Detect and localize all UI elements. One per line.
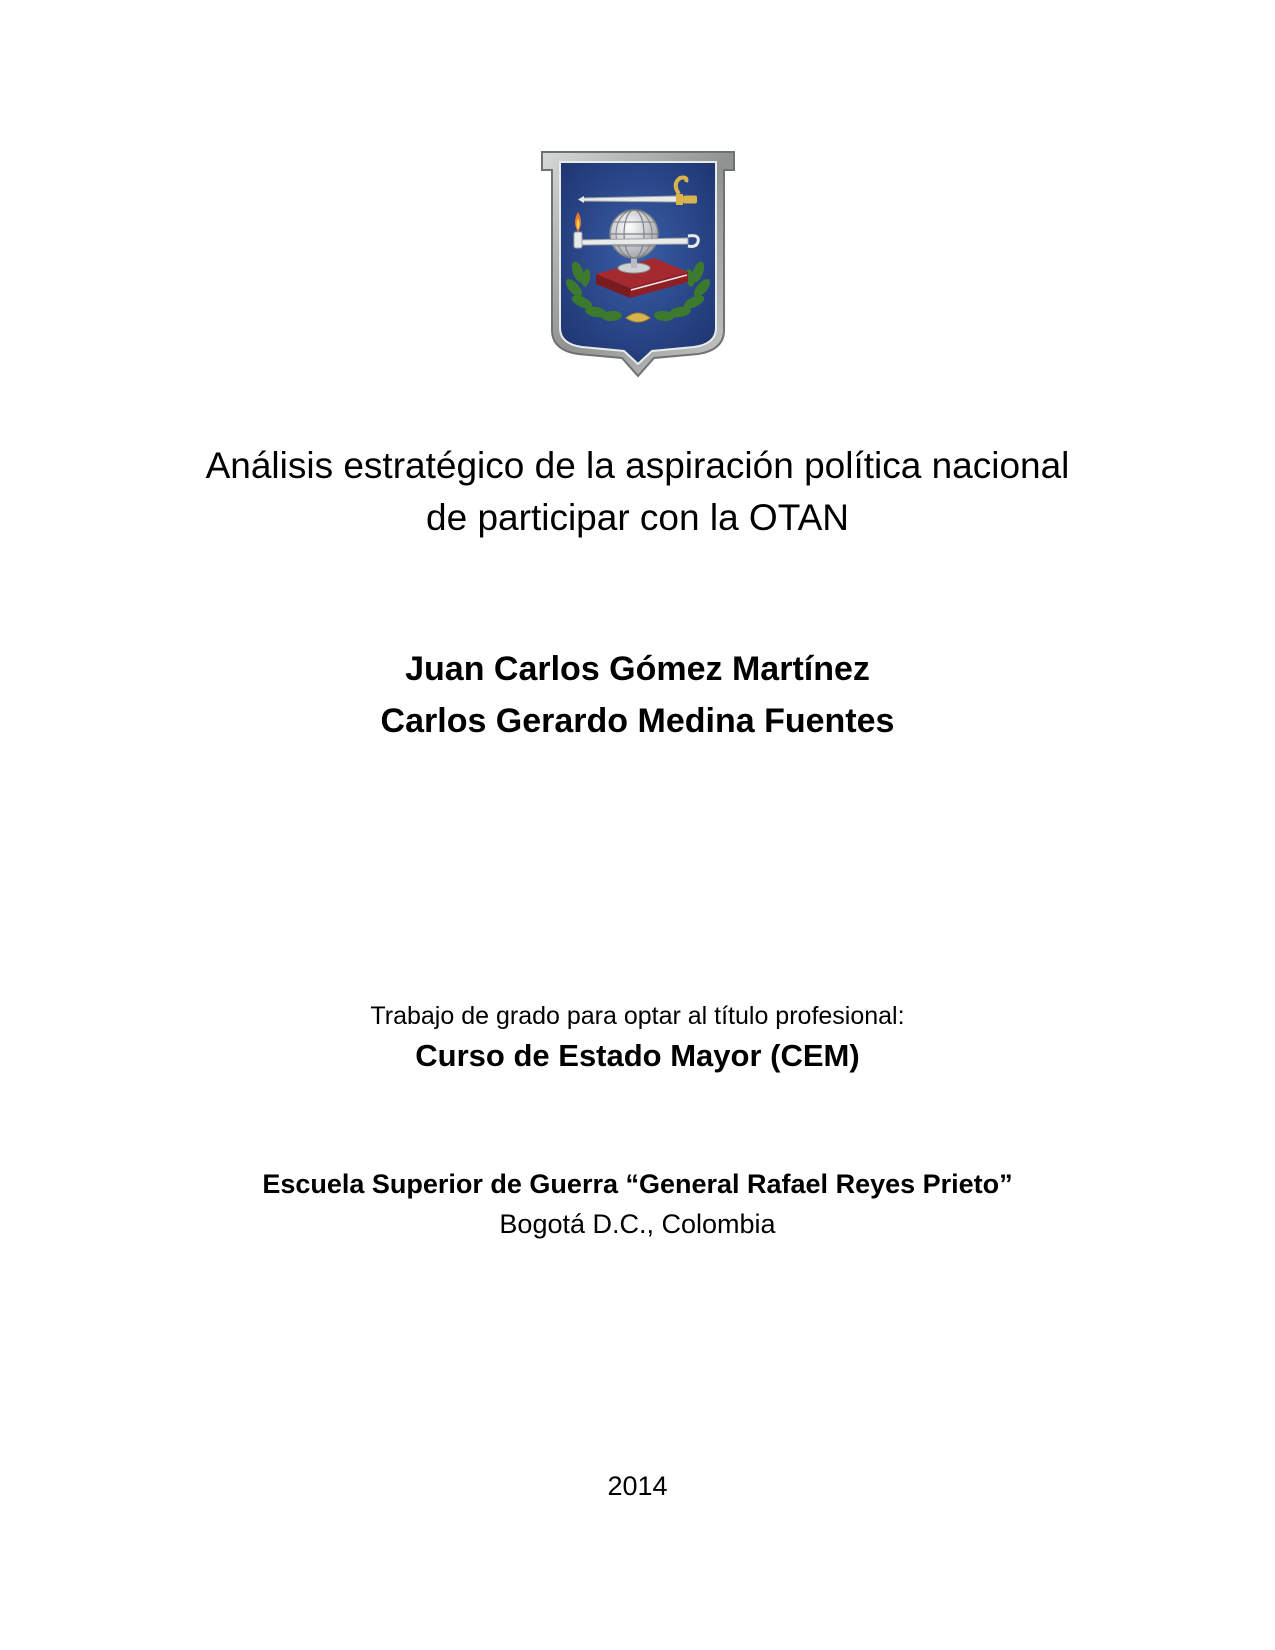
degree-name: Curso de Estado Mayor (CEM) (415, 1038, 860, 1073)
title-line-1: Análisis estratégico de la aspiración política nacional (205, 445, 1070, 486)
school-info (0, 1164, 1275, 1244)
author-name: Juan Carlos Gómez Martínez (405, 650, 870, 688)
title-line-2: de participar con la OTAN (426, 497, 849, 538)
degree-intro: Trabajo de grado para optar al título profesional: (370, 1002, 905, 1030)
author-name: Carlos Gerardo Medina Fuentes (380, 702, 895, 740)
document-title (0, 440, 1275, 544)
school-name: Escuela Superior de Guerra “General Rafael Reyes Prieto” (262, 1169, 1013, 1199)
authors (0, 643, 1275, 747)
degree-info (0, 998, 1275, 1078)
publication-year: 2014 (607, 1471, 668, 1501)
school-location: Bogotá D.C., Colombia (499, 1209, 776, 1239)
academy-crest-icon (538, 150, 738, 378)
